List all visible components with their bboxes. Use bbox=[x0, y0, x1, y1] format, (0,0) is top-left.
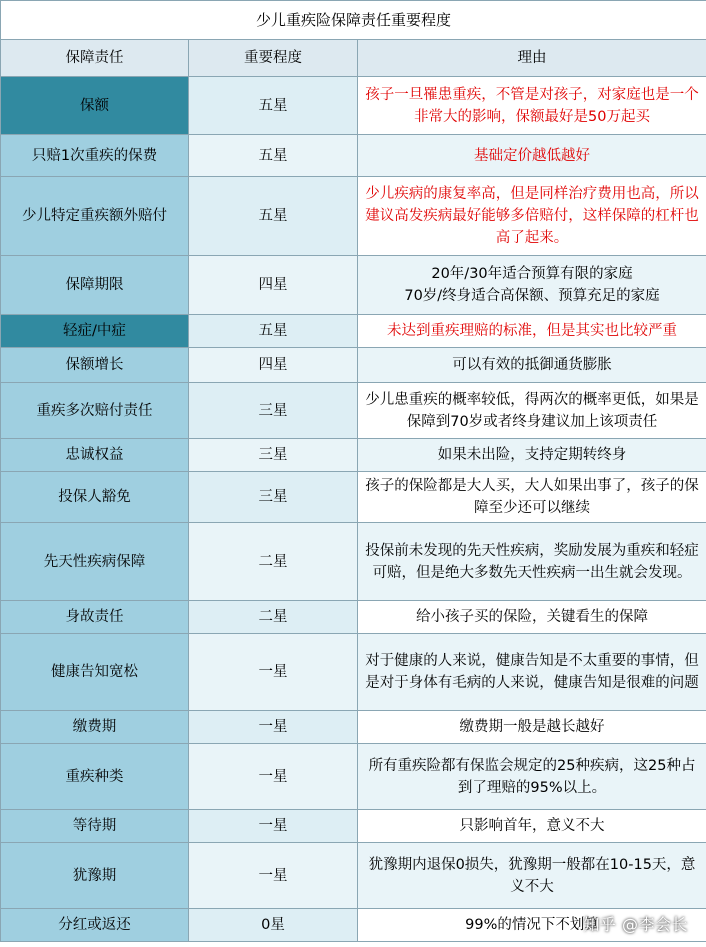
reason-text: 缴费期一般是越长越好 bbox=[358, 711, 706, 744]
table-row bbox=[1, 135, 706, 177]
coverage-name: 重疾种类 bbox=[1, 744, 189, 810]
importance-rating: 三星 bbox=[189, 383, 358, 439]
importance-rating: 0星 bbox=[189, 909, 358, 942]
coverage-name: 保额 bbox=[1, 77, 189, 135]
coverage-name: 少儿特定重疾额外赔付 bbox=[1, 177, 189, 256]
coverage-name: 保障期限 bbox=[1, 256, 189, 315]
reason-text: 如果未出险，支持定期转终身 bbox=[358, 439, 706, 472]
importance-rating: 五星 bbox=[189, 177, 358, 256]
importance-rating: 三星 bbox=[189, 472, 358, 523]
table-row bbox=[1, 315, 706, 348]
reason-text: 给小孩子买的保险，关键看生的保障 bbox=[358, 601, 706, 634]
coverage-name: 先天性疾病保障 bbox=[1, 523, 189, 601]
coverage-name: 投保人豁免 bbox=[1, 472, 189, 523]
reason-text: 可以有效的抵御通货膨胀 bbox=[358, 348, 706, 383]
table-row bbox=[1, 744, 706, 810]
reason-text: 投保前未发现的先天性疾病，奖励发展为重疾和轻症可赔，但是绝大多数先天性疾病一出生就会发现。 bbox=[358, 523, 706, 601]
coverage-name: 身故责任 bbox=[1, 601, 189, 634]
reason-text: 未达到重疾理赔的标准，但是其实也比较严重 bbox=[358, 315, 706, 348]
coverage-name: 犹豫期 bbox=[1, 843, 189, 909]
importance-rating: 五星 bbox=[189, 77, 358, 135]
coverage-name: 重疾多次赔付责任 bbox=[1, 383, 189, 439]
importance-rating: 一星 bbox=[189, 843, 358, 909]
header-row bbox=[1, 40, 706, 77]
importance-rating: 一星 bbox=[189, 744, 358, 810]
coverage-name: 等待期 bbox=[1, 810, 189, 843]
table-row bbox=[1, 348, 706, 383]
importance-rating: 二星 bbox=[189, 523, 358, 601]
importance-rating: 四星 bbox=[189, 348, 358, 383]
table-row bbox=[1, 843, 706, 909]
reason-text: 基础定价越低越好 bbox=[358, 135, 706, 177]
reason-text: 所有重疾险都有保监会规定的25种疾病，这25种占到了理赔的95%以上。 bbox=[358, 744, 706, 810]
importance-rating: 一星 bbox=[189, 711, 358, 744]
importance-rating: 五星 bbox=[189, 315, 358, 348]
table-body bbox=[1, 1, 706, 942]
importance-rating: 五星 bbox=[189, 135, 358, 177]
table-row bbox=[1, 439, 706, 472]
reason-text: 只影响首年，意义不大 bbox=[358, 810, 706, 843]
table-row bbox=[1, 523, 706, 601]
reason-text: 20年/30年适合预算有限的家庭 70岁/终身适合高保额、预算充足的家庭 bbox=[358, 256, 706, 315]
table-row bbox=[1, 77, 706, 135]
header-reason: 理由 bbox=[358, 40, 706, 77]
reason-text: 犹豫期内退保0损失，犹豫期一般都在10-15天，意义不大 bbox=[358, 843, 706, 909]
header-importance: 重要程度 bbox=[189, 40, 358, 77]
table-title: 少儿重疾险保障责任重要程度 bbox=[1, 1, 706, 40]
coverage-name: 分红或返还 bbox=[1, 909, 189, 942]
importance-rating: 四星 bbox=[189, 256, 358, 315]
table-row bbox=[1, 810, 706, 843]
importance-rating: 一星 bbox=[189, 634, 358, 711]
header-name: 保障责任 bbox=[1, 40, 189, 77]
coverage-name: 健康告知宽松 bbox=[1, 634, 189, 711]
importance-rating: 二星 bbox=[189, 601, 358, 634]
coverage-name: 缴费期 bbox=[1, 711, 189, 744]
table-row bbox=[1, 472, 706, 523]
table-row bbox=[1, 711, 706, 744]
coverage-name: 保额增长 bbox=[1, 348, 189, 383]
table-row bbox=[1, 177, 706, 256]
title-row bbox=[1, 1, 706, 40]
coverage-name: 轻症/中症 bbox=[1, 315, 189, 348]
zhihu-watermark: 知乎 @李会长 bbox=[583, 915, 688, 934]
importance-rating: 一星 bbox=[189, 810, 358, 843]
reason-text: 99%的情况下不划算 bbox=[358, 909, 706, 942]
coverage-name: 忠诚权益 bbox=[1, 439, 189, 472]
table-row bbox=[1, 601, 706, 634]
table-row bbox=[1, 634, 706, 711]
importance-rating: 三星 bbox=[189, 439, 358, 472]
reason-text: 孩子的保险都是大人买，大人如果出事了，孩子的保障至少还可以继续 bbox=[358, 472, 706, 523]
table-row bbox=[1, 383, 706, 439]
reason-text: 少儿患重疾的概率较低，得两次的概率更低，如果是保障到70岁或者终身建议加上该项责任 bbox=[358, 383, 706, 439]
table-row bbox=[1, 256, 706, 315]
reason-text: 孩子一旦罹患重疾，不管是对孩子，对家庭也是一个非常大的影响，保额最好是50万起买 bbox=[358, 77, 706, 135]
coverage-name: 只赔1次重疾的保费 bbox=[1, 135, 189, 177]
reason-text: 对于健康的人来说，健康告知是不太重要的事情，但是对于身体有毛病的人来说，健康告知是很难的问题 bbox=[358, 634, 706, 711]
reason-text: 少儿疾病的康复率高，但是同样治疗费用也高，所以建议高发疾病最好能够多倍赔付，这样保障的杠杆也高了起来。 bbox=[358, 177, 706, 256]
